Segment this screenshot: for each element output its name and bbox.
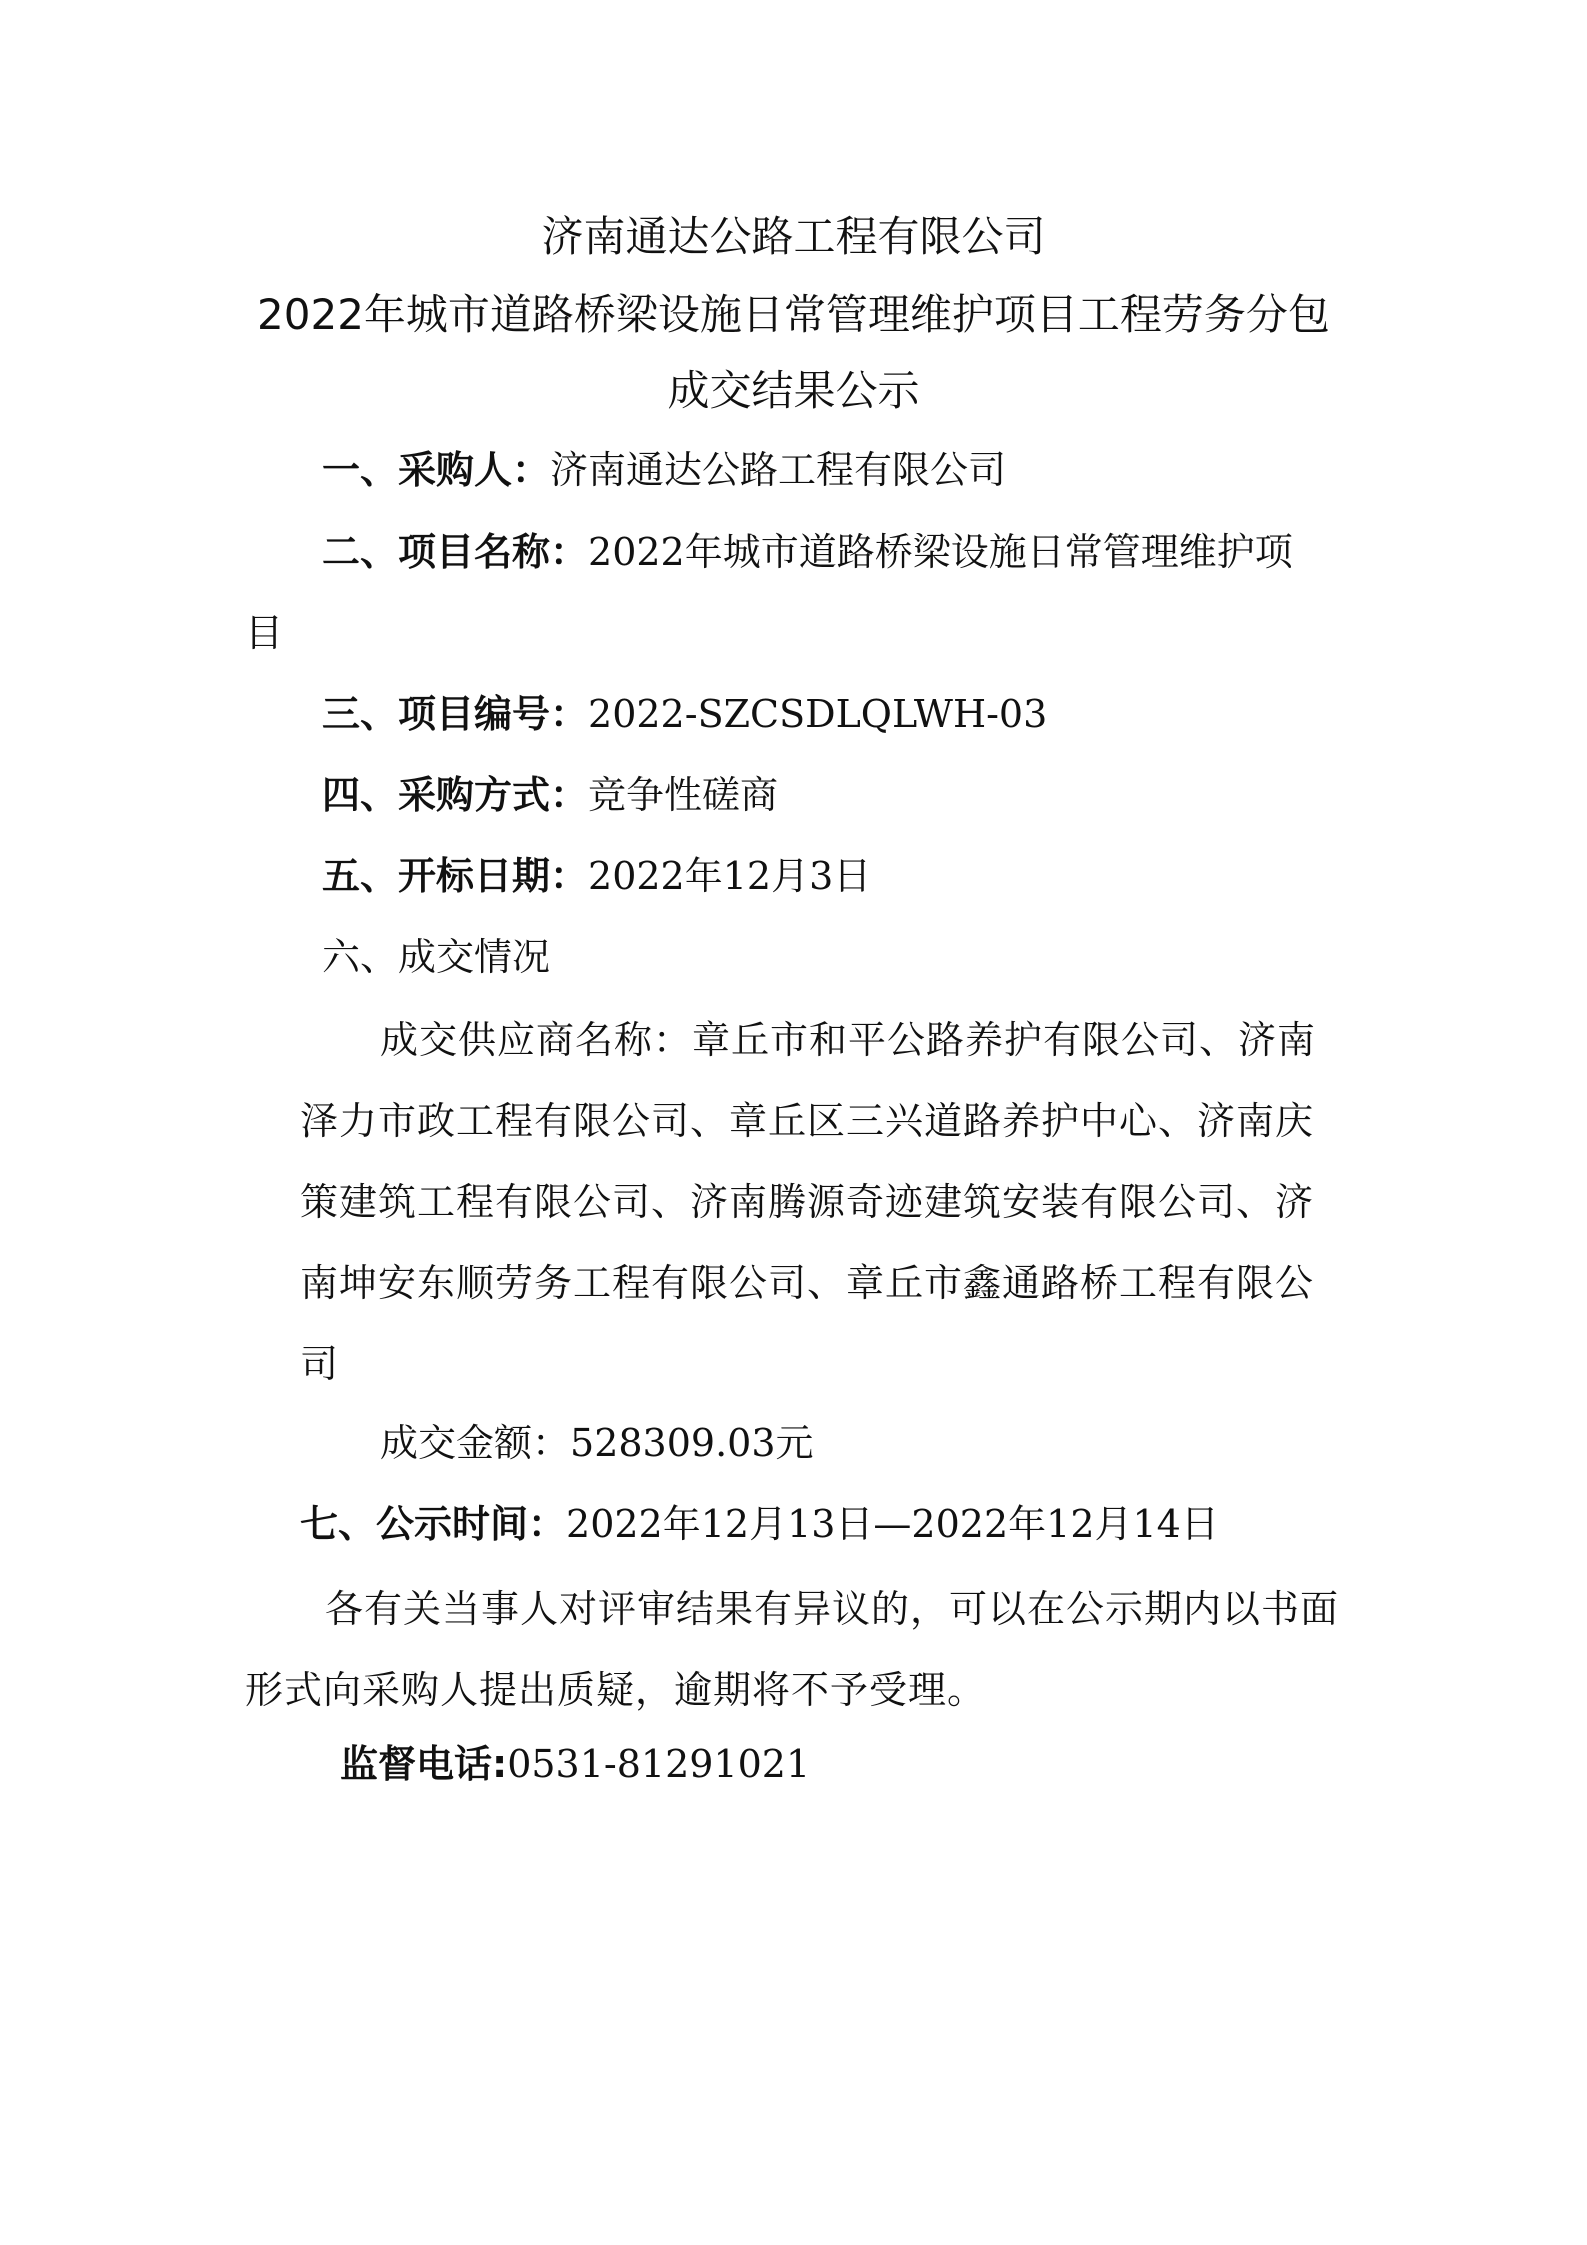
open-date-line (322, 851, 871, 901)
supervision-label: 监督电话: (340, 1742, 508, 1786)
project-no-label: 三、项目编号： (322, 692, 589, 736)
suppliers-value: 章丘市和平公路养护有限公司、济南泽力市政工程有限公司、章丘区三兴道路养护中心、济南庆策建筑工程有限公司、济南腾源奇迹建筑安装有限公司、济南坤安东顺劳务工程有限公司、章丘市鑫通路桥工程有限公司 (300, 1018, 1317, 1386)
open-date-value: 2022年12月3日 (588, 854, 872, 898)
method-line (322, 770, 778, 820)
project-name-value: 2022年城市道路桥梁设施日常管理维护项 (588, 530, 1293, 574)
amount-value: 528309.03元 (570, 1421, 814, 1465)
purchaser-line (322, 445, 1006, 495)
doc-title-project: 2022年城市道路桥梁设施日常管理维护项目工程劳务分包 (257, 290, 1330, 339)
open-date-label: 五、开标日期： (322, 854, 589, 898)
method-label: 四、采购方式： (322, 773, 589, 817)
method-value: 竞争性磋商 (588, 773, 779, 817)
purchaser-value: 济南通达公路工程有限公司 (550, 448, 1007, 492)
suppliers-paragraph (300, 1000, 1340, 1405)
doc-title-company: 济南通达公路工程有限公司 (541, 212, 1046, 261)
purchaser-label: 一、采购人： (322, 448, 551, 492)
doc-title-result: 成交结果公示 (667, 366, 920, 415)
suppliers-label: 成交供应商名称： (380, 1018, 693, 1062)
project-name-line (322, 527, 1293, 577)
notice-paragraph: 各有关当事人对评审结果有异议的，可以在公示期内以书面形式向采购人提出质疑，逾期将不予受理。 (245, 1587, 1340, 1712)
result-line (322, 932, 550, 982)
supervision-line (340, 1739, 810, 1789)
project-no-line (322, 689, 1047, 739)
amount-line (380, 1418, 814, 1468)
project-name-label: 二、项目名称： (322, 530, 589, 574)
amount-label: 成交金额： (380, 1421, 571, 1465)
project-name-continuation: 目 (245, 611, 284, 655)
notice-time-label: 七、公示时间： (300, 1502, 567, 1546)
project-no-value: 2022-SZCSDLQLWH-03 (588, 692, 1048, 736)
supervision-phone: 0531-81291021 (507, 1742, 811, 1786)
notice-time-value: 2022年12月13日—2022年12月14日 (566, 1502, 1219, 1546)
result-label: 六、成交情况 (322, 935, 551, 979)
notice-time-line (300, 1499, 1219, 1549)
